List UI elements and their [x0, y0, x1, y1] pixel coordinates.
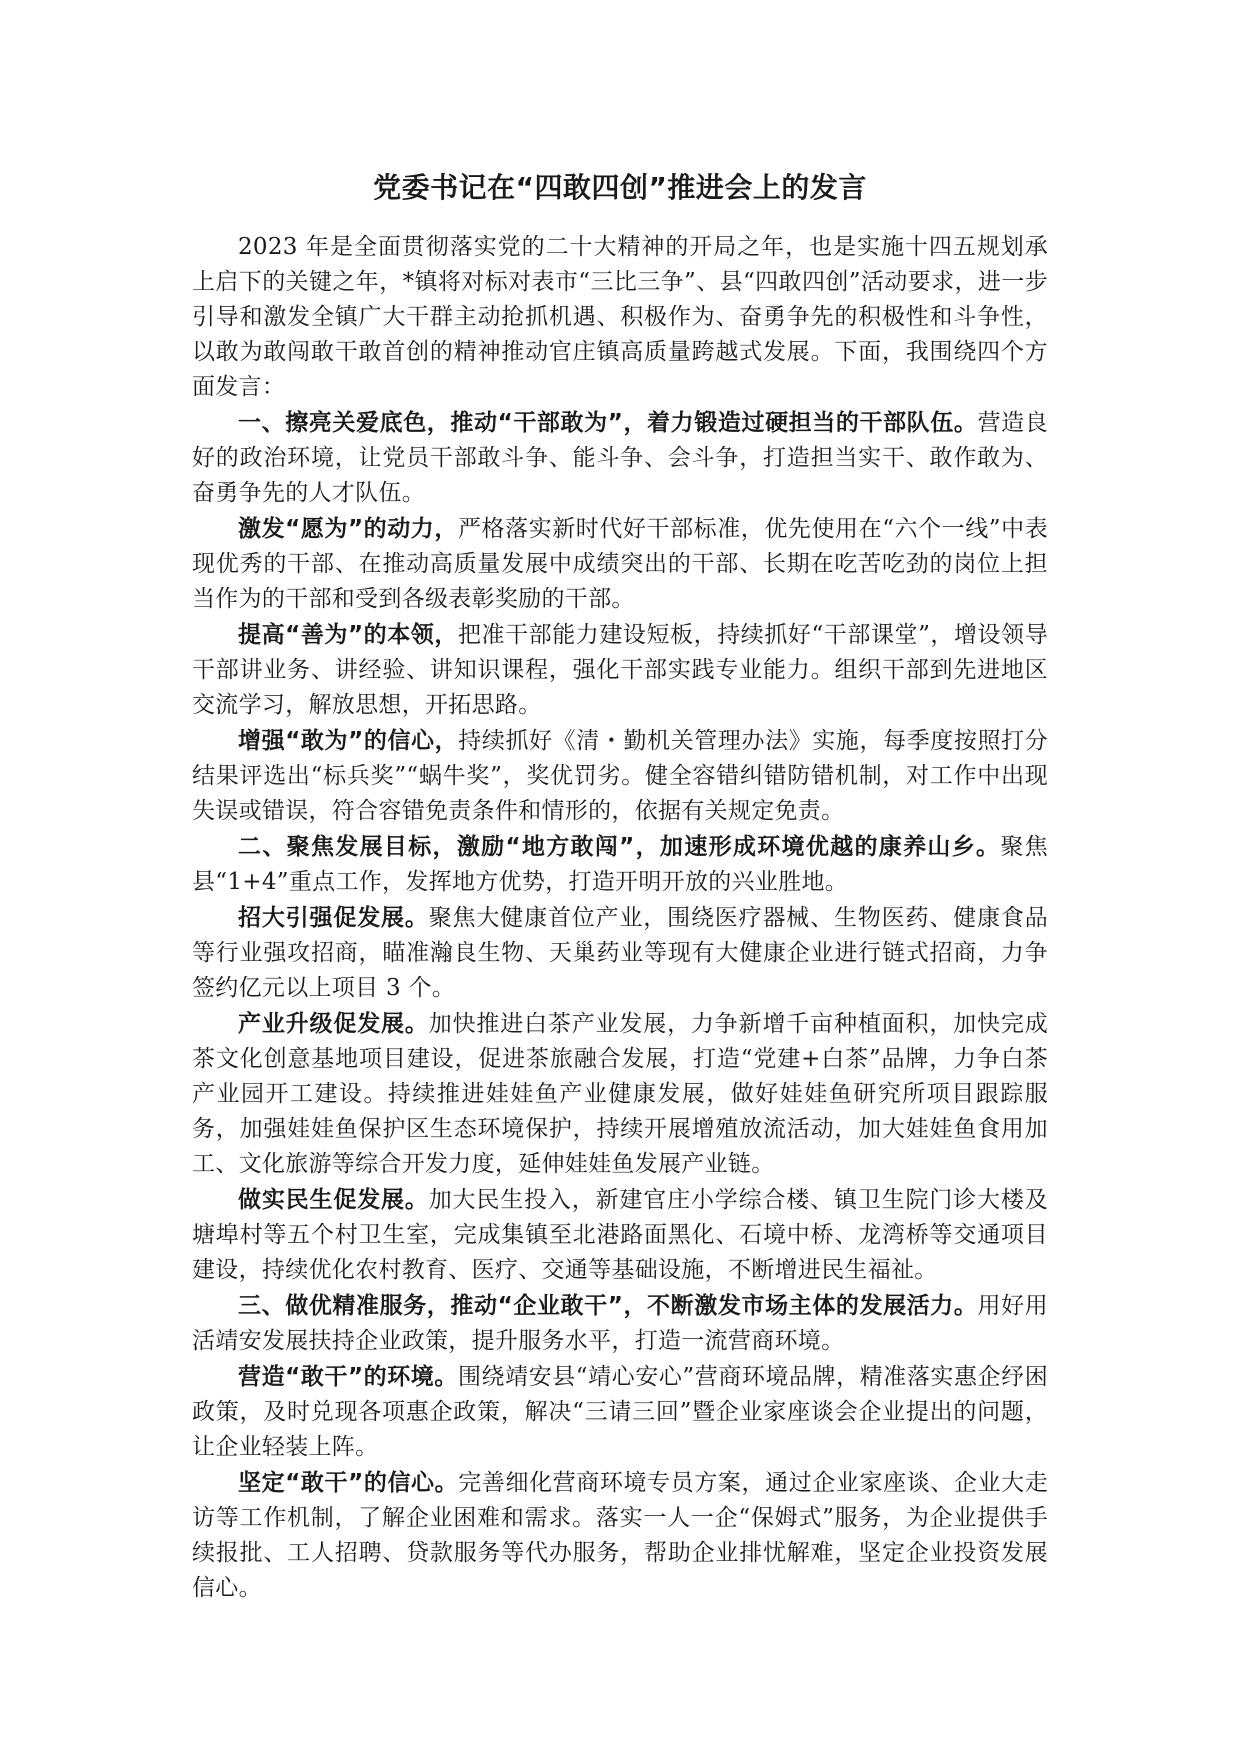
section-3-item-2-body: 完善细化营商环境专员方案，通过企业家座谈、企业大走访等工作机制，了解企业困难和需求。落实一人一企“保姆式”服务，为企业提供手续报批、工人招聘、贷款服务等代办服务，帮助企业排忧解难，坚定企业投资发展信心。 — [192, 1470, 1049, 1601]
section-1-item-2 — [192, 618, 1048, 723]
section-1-item-3-body: 持续抓好《清・勤机关管理办法》实施，每季度按照打分结果评选出“标兵奖”“蜗牛奖”，奖优罚劣。健全容错纠错防错机制，对工作中出现失误或错误，符合容错免责条件和情形的，依据有关规定免责。 — [192, 728, 1049, 824]
section-1-item-1 — [192, 512, 1048, 617]
section-3-heading-body: 用好用活靖安发展扶持企业政策，提升服务水平，打造一流营商环境。 — [192, 1293, 1048, 1354]
section-2-item-1 — [192, 901, 1048, 1006]
section-2-item-3-lead: 做实民生促发展。 — [238, 1187, 429, 1213]
document-page — [192, 168, 1048, 1607]
section-3-heading-paragraph — [192, 1289, 1048, 1359]
section-2-item-2-body: 加快推进白茶产业发展，力争新增千亩种植面积，加快完成茶文化创意基地项目建设，促进茶旅融合发展，打造“党建+白茶”品牌，力争白茶产业园开工建设。持续推进娃娃鱼产业健康发展，做好娃娃鱼研究所项目跟踪服务，加强娃娃鱼保护区生态环境保护，持续开展增殖放流活动，加大娃娃鱼食用加工、文化旅游等综合开发力度，延伸娃娃鱼发展产业链。 — [192, 1011, 1048, 1177]
section-3-item-1-lead: 营造“敢干”的环境。 — [238, 1364, 458, 1390]
section-3-heading: 三、做优精准服务，推动“企业敢干”，不断激发市场主体的发展活力。 — [238, 1293, 978, 1319]
section-2-item-1-lead: 招大引强促发展。 — [238, 905, 429, 931]
section-2-item-2-lead: 产业升级促发展。 — [238, 1011, 429, 1037]
section-1-item-1-lead: 激发“愿为”的动力， — [238, 516, 458, 542]
section-1-item-3 — [192, 724, 1048, 829]
section-1-item-3-lead: 增强“敢为”的信心， — [238, 728, 459, 754]
section-1-heading-body: 营造良好的政治环境，让党员干部敢斗争、能斗争、会斗争，打造担当实干、敢作敢为、奋勇争先的人才队伍。 — [192, 410, 1048, 506]
section-3-item-2 — [192, 1466, 1048, 1606]
section-3-item-1-body: 围绕靖安县“靖心安心”营商环境品牌，精准落实惠企纾困政策，及时兑现各项惠企政策，解决“三请三回”暨企业家座谈会企业提出的问题，让企业轻装上阵。 — [192, 1364, 1048, 1460]
section-1-item-2-lead: 提高“善为”的本领， — [238, 622, 458, 648]
section-1-item-2-body: 把准干部能力建设短板，持续抓好“干部课堂”，增设领导干部讲业务、讲经验、讲知识课程，强化干部实践专业能力。组织干部到先进地区交流学习，解放思想，开拓思路。 — [192, 622, 1048, 718]
section-2-heading: 二、聚焦发展目标，激励“地方敢闯”，加速形成环境优越的康养山乡。 — [238, 834, 1001, 860]
section-1-heading: 一、擦亮关爱底色，推动“干部敢为”，着力锻造过硬担当的干部队伍。 — [238, 410, 978, 436]
section-2-heading-body: 聚焦县“1+4”重点工作，发挥地方优势，打造开明开放的兴业胜地。 — [192, 834, 1048, 895]
section-2-item-2 — [192, 1007, 1048, 1182]
section-3-item-1 — [192, 1360, 1048, 1465]
document-title: 党委书记在“四敢四创”推进会上的发言 — [373, 171, 867, 204]
section-2-item-1-body: 聚焦大健康首位产业，围绕医疗器械、生物医药、健康食品等行业强攻招商，瞄准瀚良生物、天巢药业等现有大健康企业进行链式招商，力争签约亿元以上项目 3 个。 — [192, 905, 1048, 1001]
section-1-item-1-body: 严格落实新时代好干部标准，优先使用在“六个一线”中表现优秀的干部、在推动高质量发展中成绩突出的干部、长期在吃苦吃劲的岗位上担当作为的干部和受到各级表彰奖励的干部。 — [192, 516, 1048, 612]
section-3-item-2-lead: 坚定“敢干”的信心。 — [238, 1470, 459, 1496]
section-1-heading-paragraph — [192, 406, 1048, 511]
section-2-heading-paragraph — [192, 830, 1048, 900]
intro-paragraph: 2023 年是全面贯彻落实党的二十大精神的开局之年，也是实施十四五规划承上启下的关键之年，*镇将对标对表市“三比三争”、县“四敢四创”活动要求，进一步引导和激发全镇广大干群主动抢抓机遇、积极作为、奋勇争先的积极性和斗争性，以敢为敢闯敢干敢首创的精神推动官庄镇高质量跨越式发展。下面，我围绕四个方面发言： — [192, 234, 1048, 400]
section-2-item-3-body: 加大民生投入，新建官庄小学综合楼、镇卫生院门诊大楼及塘埠村等五个村卫生室，完成集镇至北港路面黑化、石境中桥、龙湾桥等交通项目建设，持续优化农村教育、医疗、交通等基础设施，不断增进民生福祉。 — [192, 1187, 1048, 1283]
section-2-item-3 — [192, 1183, 1048, 1288]
